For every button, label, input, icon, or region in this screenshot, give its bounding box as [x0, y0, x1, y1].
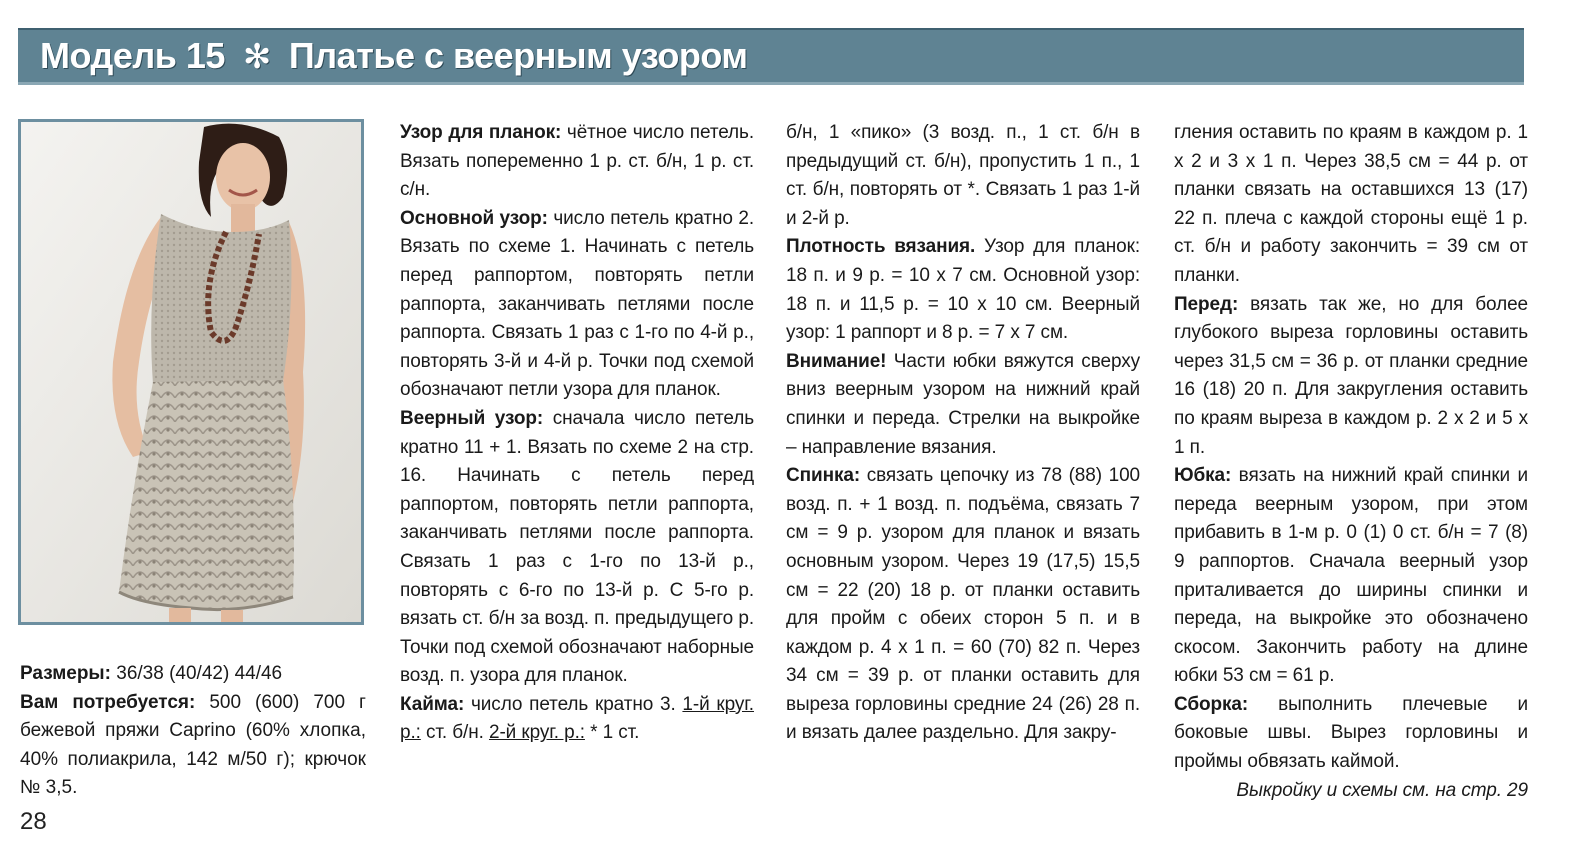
front-label: Перед: — [1174, 293, 1239, 315]
edging-paragraph — [400, 691, 754, 748]
sizes-line — [20, 660, 366, 689]
text-column-4 — [1174, 119, 1528, 805]
trim-pattern-label: Узор для планок: — [400, 122, 562, 143]
skirt-paragraph — [1174, 462, 1528, 691]
edging-text-b: ст. б/н. — [420, 722, 489, 744]
attention-text: Части юбки вяжутся сверху вниз веерным узором на нижний край спинки и переда. Стрелки на выкройке – направление вязания. — [786, 350, 1140, 458]
edging-round-2: 2-й круг. р.: — [488, 722, 585, 744]
main-pattern-label: Основной узор: — [400, 207, 548, 229]
gauge-paragraph — [786, 233, 1140, 347]
edging-text-c: * 1 ст. — [584, 722, 640, 744]
assembly-label: Сборка: — [1174, 693, 1249, 715]
sizes-materials-block — [20, 660, 366, 803]
model-title: Платье с веерным узором — [288, 35, 748, 76]
materials-value: 500 (600) 700 г бежевой пряжи Caprino (60% хлопка, 40% полиакрила, 142 м/50 г); крючок № 3,5. — [20, 691, 366, 799]
attention-paragraph — [786, 348, 1140, 462]
text-column-3 — [786, 119, 1140, 748]
materials-label: Вам потребуется: — [20, 691, 196, 713]
sizes-label: Размеры: — [20, 663, 111, 684]
back-label: Спинка: — [786, 465, 861, 487]
trim-pattern-text: чётное число петель. Вязать попеременно 1 р. ст. б/н, 1 р. ст. с/н. — [400, 122, 755, 201]
model-number: Модель 15 — [40, 35, 225, 76]
title-banner — [18, 28, 1524, 85]
edging-round-1: 1-й круг. р.: — [400, 693, 754, 744]
gauge-label: Плотность вязания. — [786, 236, 976, 258]
assembly-paragraph — [1174, 691, 1528, 777]
assembly-text: выполнить плечевые и боковые швы. Вырез горловины и проймы обвязать каймой. — [1174, 693, 1528, 773]
fan-pattern-text: сначала число петель кратно 11 + 1. Вязать по схеме 2 на стр. 16. Начинать с петель перед раппортом, повторять петли раппорта, заканчивать петлями после раппорта. Связать 1 раз с 1-го по 13-й р., повторять с 6-го по 13-й р. С 5-го р. вязать ст. б/н за возд. п. предыдущего р. Точки под схемой обозначают наборные возд. п. узора для планок. — [400, 407, 754, 687]
gauge-text: Узор для планок: 18 п. и 9 р. = 10 х 7 см. Основной узор: 18 п. и 11,5 р. = 10 х 10 см. Веерный узор: 1 раппорт и 8 р. = 7 х 7 см. — [786, 236, 1141, 344]
edging-text-a: число петель кратно 3. — [464, 693, 683, 715]
skirt-text: вязать на нижний край спинки и переда веерным узором, при этом прибавить в 1-м р. 0 (1) 0 ст. б/н = 7 (8) 9 раппортов. Сначала веерный узор приталивается до ширины спинки и переда, на выкройке это обозначено скосом. Закончить работу на длине юбки 53 см = 61 р. — [1174, 465, 1528, 687]
back-continued-paragraph — [1174, 119, 1528, 291]
main-pattern-text: число петель кратно 2. Вязать по схеме 1. Начинать с петель перед раппортом, повторять петли раппорта, заканчивать петлями после раппорта. Связать 1 раз с 1-го по 4-й р., повторять 3-й и 4-й р. Точки под схемой обозначают петли узора для планок. — [400, 207, 755, 401]
back-text: связать цепочку из 78 (88) 100 возд. п. + 1 возд. п. подъёма, связать 7 см = 9 р. узором для планок и вязать основным узором. Через 19 (17,5) 15,5 см = 22 (20) 18 р. от планки оставить для пройм с обеих сторон 5 п. и в каждом р. 4 х 1 п. = 60 (70) 82 п. Через 34 см = 39 р. от планки оставить для выреза горловины средние 24 (26) 28 п. и вязать далее раздельно. Для закру- — [786, 465, 1140, 744]
pattern-reference-note: Выкройку и схемы см. на стр. 29 — [1236, 779, 1528, 801]
attention-label: Внимание! — [786, 350, 887, 372]
materials-paragraph — [20, 689, 366, 803]
edging-continued-text: б/н, 1 «пико» (3 возд. п., 1 ст. б/н в предыдущий ст. б/н), пропустить 1 п., 1 ст. б/н, повторять от *. Связать 1 раз 1-й и 2-й р. — [786, 122, 1140, 229]
edging-continued-paragraph — [786, 119, 1140, 233]
front-paragraph — [1174, 291, 1528, 463]
front-text: вязать так же, но для более глубокого выреза горловины оставить через 31,5 см = 36 р. от планки средние 16 (18) 20 п. Для закругления оставить по краям выреза в каждом р. 2 х 2 и 5 х 1 п. — [1174, 293, 1528, 458]
dress-photo-illustration — [21, 122, 361, 622]
fan-pattern-paragraph — [400, 405, 754, 691]
fan-pattern-label: Веерный узор: — [400, 407, 544, 429]
star-icon: ✻ — [242, 38, 271, 76]
page-number: 28 — [20, 808, 47, 835]
model-photo — [18, 119, 364, 625]
edging-label: Кайма: — [400, 693, 465, 715]
back-paragraph — [786, 462, 1140, 748]
back-continued-text: гления оставить по краям в каждом р. 1 х 2 и 3 х 1 п. Через 38,5 см = 44 р. от планки связать на оставшихся 13 (17) 22 п. плеча с каждой стороны ещё 1 р. ст. б/н и работу закончить = 39 см от планки. — [1174, 122, 1528, 286]
skirt-label: Юбка: — [1174, 465, 1232, 487]
trim-pattern-paragraph — [400, 119, 754, 205]
main-pattern-paragraph — [400, 205, 754, 405]
sizes-value: 36/38 (40/42) 44/46 — [110, 663, 283, 684]
text-column-2 — [400, 119, 754, 748]
page-title — [40, 35, 747, 77]
